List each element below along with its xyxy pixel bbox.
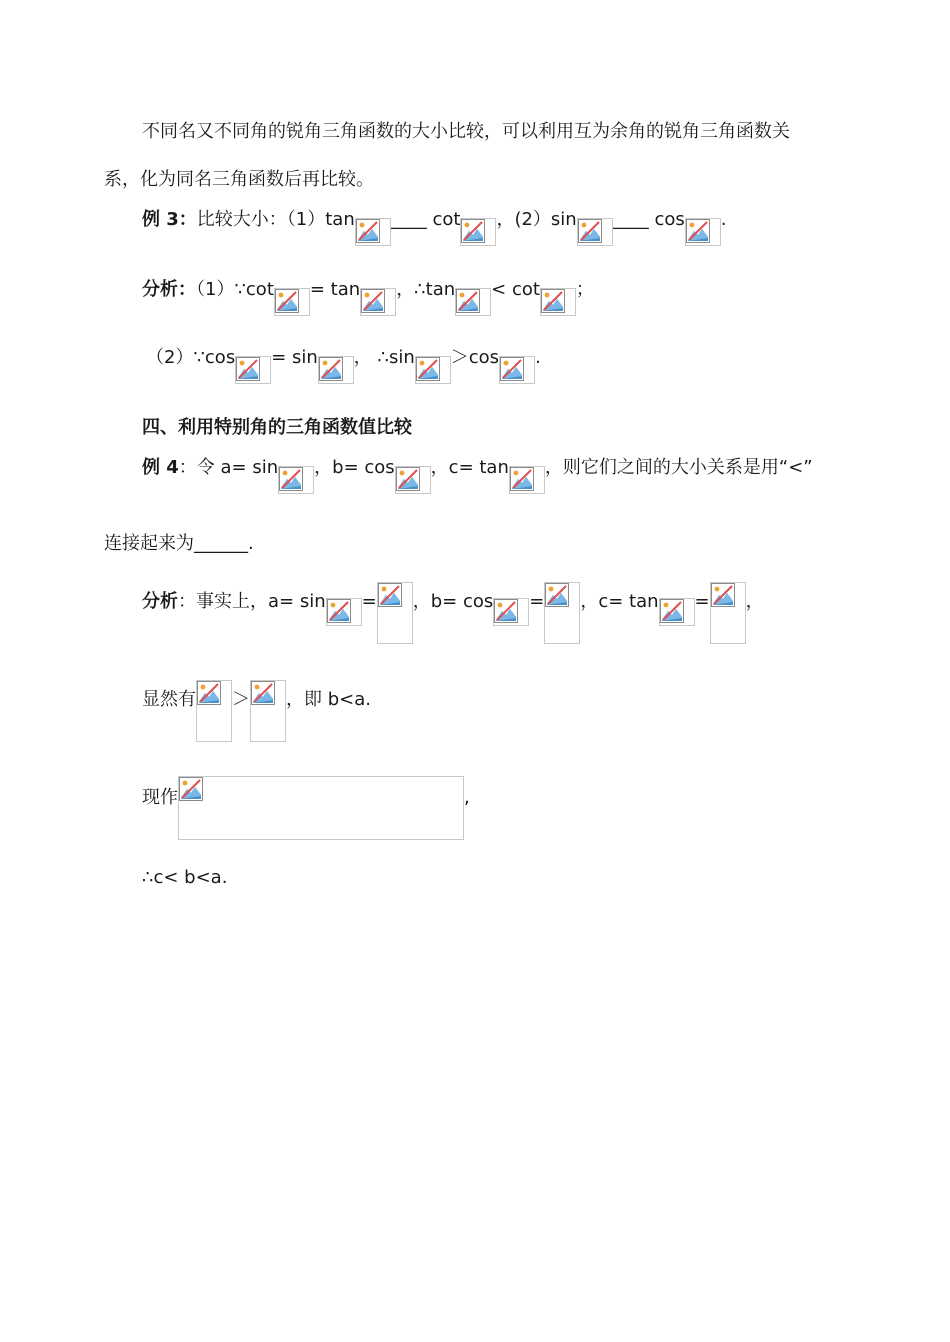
broken-image-icon xyxy=(461,219,485,243)
broken-image-icon xyxy=(236,357,260,381)
example-4-label: 例 4 xyxy=(142,457,179,478)
example-3-label: 例 3 xyxy=(142,209,179,230)
analysis-label: 分析 xyxy=(142,591,178,612)
analysis-text: < cot xyxy=(491,279,540,300)
formula-image xyxy=(460,218,496,246)
formula-image xyxy=(377,582,413,644)
broken-image-icon xyxy=(711,583,735,607)
formula-image xyxy=(544,582,580,644)
analysis-4-line-2 xyxy=(142,688,371,742)
formula-image xyxy=(577,218,613,246)
analysis-text: . xyxy=(535,347,541,368)
broken-image-icon xyxy=(396,467,420,491)
analysis-text: （1）∵cot xyxy=(196,279,274,300)
analysis-text: ，b= cos xyxy=(412,591,494,612)
broken-image-icon xyxy=(251,681,275,705)
formula-image xyxy=(455,288,491,316)
broken-image-icon xyxy=(327,599,351,623)
broken-image-icon xyxy=(319,357,343,381)
cos-text: cos xyxy=(654,209,685,230)
example-4-text: ：令 a= sin xyxy=(178,457,279,478)
formula-image xyxy=(274,288,310,316)
analysis-text: ：事实上，a= sin xyxy=(178,591,326,612)
equals-sign: = xyxy=(694,591,710,612)
analysis-text: ，即 b<a. xyxy=(286,689,371,710)
period: . xyxy=(720,209,727,230)
analysis-text: ，∴tan xyxy=(396,279,456,300)
broken-image-icon xyxy=(275,289,299,313)
analysis-text: （2）∵cos xyxy=(146,347,236,368)
analysis-4-line-3 xyxy=(142,786,470,840)
analysis-4-line-1 xyxy=(142,590,764,644)
broken-image-icon xyxy=(545,583,569,607)
broken-image-icon xyxy=(510,467,534,491)
broken-image-icon xyxy=(578,219,602,243)
formula-image xyxy=(540,288,576,316)
analysis-text: = tan xyxy=(309,279,361,300)
broken-image-icon xyxy=(660,599,684,623)
formula-image xyxy=(250,680,286,742)
example-4-text: ，b= cos xyxy=(314,457,395,478)
formula-image xyxy=(196,680,232,742)
paragraph-line-1: 不同名又不同角的锐角三角函数的大小比较，可以利用互为余角的锐角三角函数关 xyxy=(142,121,790,142)
equals-sign: = xyxy=(529,591,545,612)
analysis-text: ； xyxy=(575,279,594,300)
broken-image-icon xyxy=(500,357,524,381)
analysis-text: , xyxy=(464,787,470,808)
broken-image-icon xyxy=(494,599,518,623)
example-3-text: 比较大小：（1）tan xyxy=(196,209,355,230)
analysis-text: = sin xyxy=(271,347,318,368)
broken-image-icon xyxy=(356,219,380,243)
analysis-3-line-2 xyxy=(146,346,541,384)
analysis-text: 现作 xyxy=(142,787,178,808)
analysis-3-line-1 xyxy=(142,278,594,316)
broken-image-icon xyxy=(279,467,303,491)
formula-image xyxy=(355,218,391,246)
formula-image xyxy=(395,466,431,494)
analysis-text: ， ∴sin xyxy=(353,347,415,368)
answer-blank: ____ xyxy=(390,209,427,230)
broken-image-icon xyxy=(361,289,385,313)
formula-image xyxy=(278,466,314,494)
formula-image xyxy=(499,356,535,384)
analysis-label: 分析： xyxy=(142,279,196,300)
example-3-colon: ： xyxy=(178,209,197,230)
broken-image-icon xyxy=(179,777,203,801)
broken-image-icon xyxy=(686,219,710,243)
analysis-text: ＞cos xyxy=(450,347,500,368)
paragraph-line-2: 系，化为同名三角函数后再比较。 xyxy=(104,169,374,190)
formula-image xyxy=(659,598,695,626)
answer-blank: ____ xyxy=(612,209,649,230)
broken-image-icon xyxy=(378,583,402,607)
example-4-line-1 xyxy=(142,456,813,494)
example-3-line xyxy=(142,208,726,246)
analysis-text: ，c= tan xyxy=(580,591,659,612)
cot-text: cot xyxy=(432,209,461,230)
formula-image xyxy=(685,218,721,246)
example-4-line-2: 连接起来为______. xyxy=(104,533,254,554)
conclusion-line: ∴c< b<a. xyxy=(142,867,228,888)
formula-image xyxy=(178,776,464,840)
formula-image xyxy=(415,356,451,384)
analysis-text: 显然有 xyxy=(142,689,196,710)
equals-sign: = xyxy=(361,591,377,612)
greater-than: ＞ xyxy=(232,689,250,710)
example-4-text: ，c= tan xyxy=(430,457,509,478)
broken-image-icon xyxy=(456,289,480,313)
example-3-part2: ，(2）sin xyxy=(496,209,577,230)
broken-image-icon xyxy=(541,289,565,313)
example-4-text: ，则它们之间的大小关系是用“<” xyxy=(544,457,813,478)
formula-image xyxy=(326,598,362,626)
section-heading: 四、利用特别角的三角函数值比较 xyxy=(142,417,412,438)
formula-image xyxy=(509,466,545,494)
formula-image xyxy=(235,356,271,384)
broken-image-icon xyxy=(416,357,440,381)
formula-image xyxy=(318,356,354,384)
formula-image xyxy=(710,582,746,644)
formula-image xyxy=(493,598,529,626)
formula-image xyxy=(360,288,396,316)
broken-image-icon xyxy=(197,681,221,705)
analysis-text: ， xyxy=(745,591,764,612)
